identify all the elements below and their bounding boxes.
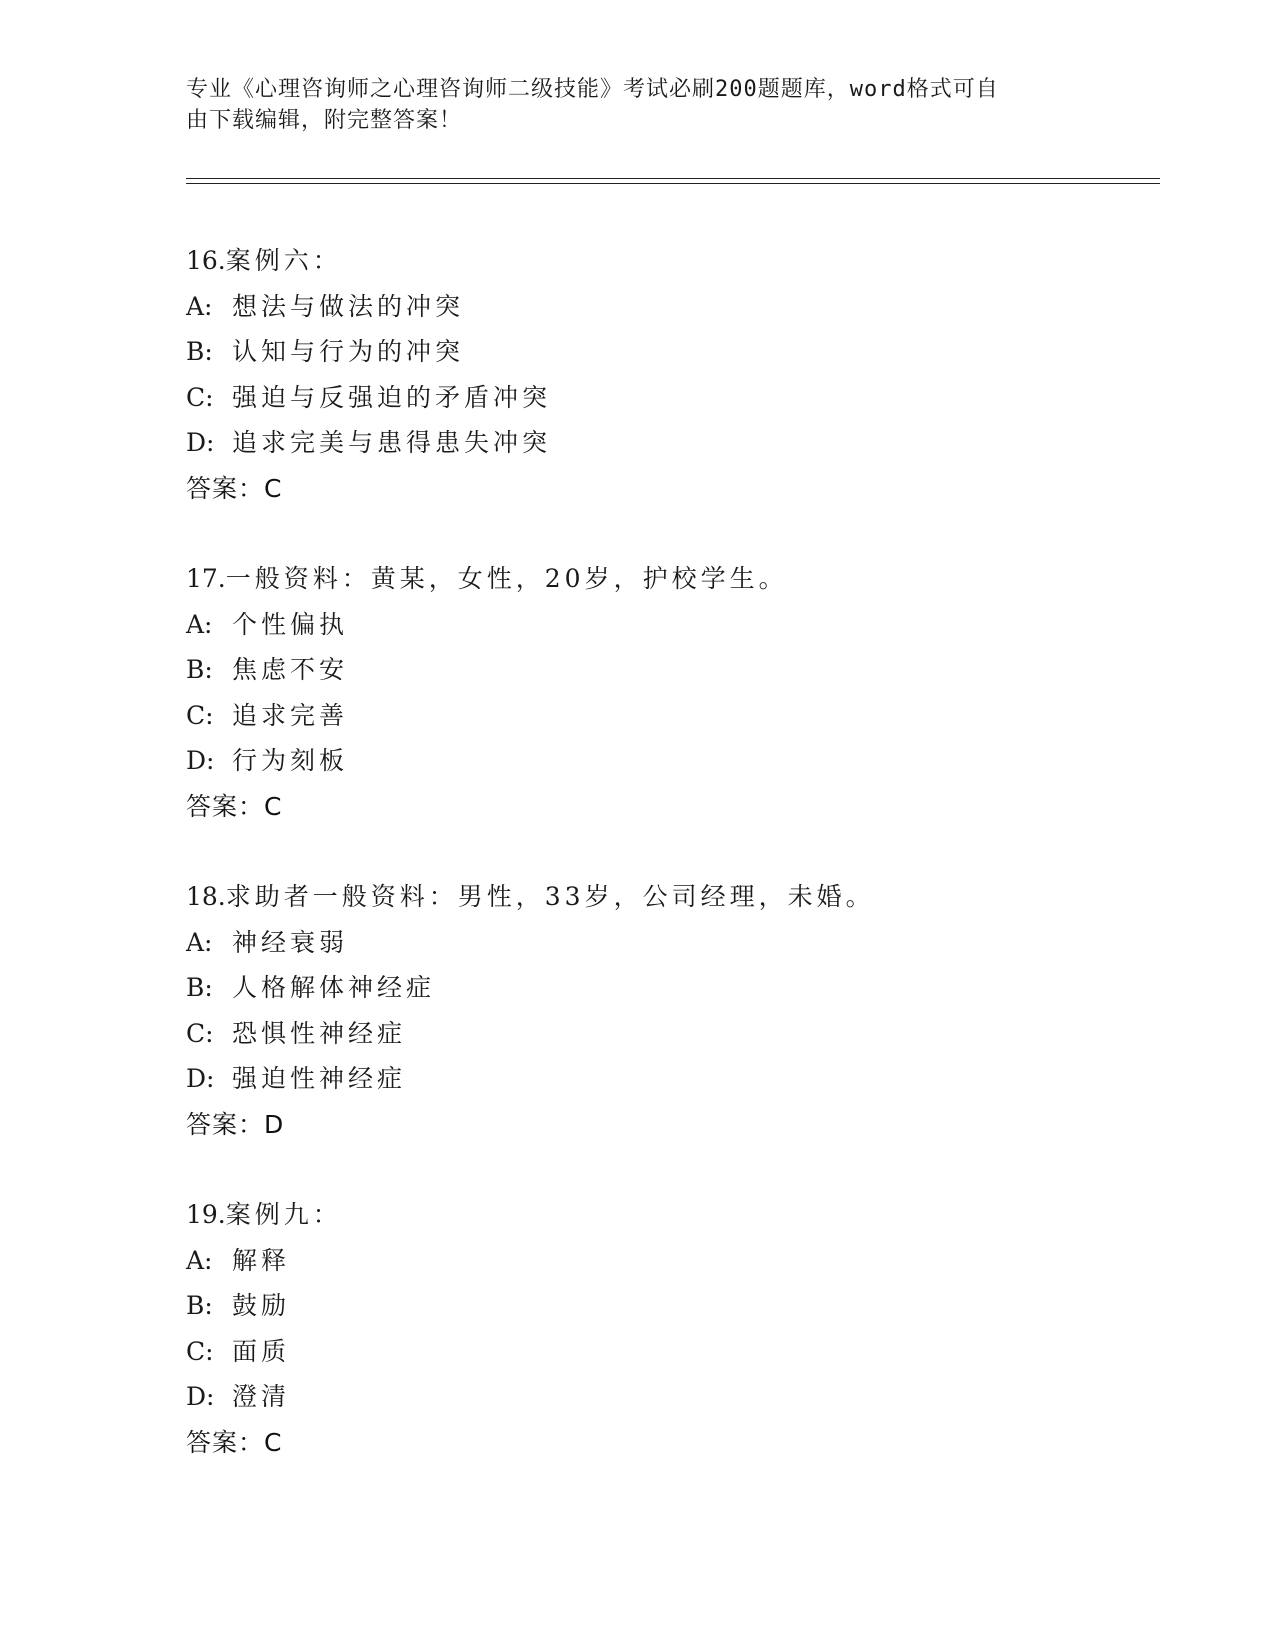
option-d [186,738,1186,784]
option-letter: A: [186,609,213,639]
option-text: 鼓励 [232,1291,291,1320]
option-letter: D: [186,1382,215,1411]
option-letter: B: [186,973,213,1002]
header-line-1: 专业《心理咨询师之心理咨询师二级技能》考试必刷200题题库，word格式可自 [186,77,999,102]
option-letter: B: [186,337,213,366]
option-letter: A: [186,291,213,321]
option-a [186,1238,1186,1284]
option-text: 追求完善 [232,700,349,730]
option-letter: A: [186,1245,213,1275]
question-text: 求助者一般资料：男性，33岁，公司经理，未婚。 [225,882,875,911]
option-d [186,1056,1186,1102]
question-number: 17. [186,564,226,593]
option-c [186,1329,1186,1375]
option-letter: D: [186,746,215,775]
question-stem [186,1192,1186,1238]
question-stem [186,874,1186,920]
option-text: 行为刻板 [232,746,349,775]
option-letter: C: [186,700,214,730]
question-number: 19. [186,1200,226,1229]
question-text: 案例九： [225,1200,342,1229]
option-letter: C: [186,1018,214,1048]
question-17 [186,556,1186,829]
question-text: 案例六： [225,246,342,275]
document-header [186,74,1066,136]
option-c [186,693,1186,739]
option-b [186,965,1186,1011]
option-text: 认知与行为的冲突 [232,337,465,366]
option-text: 神经衰弱 [232,927,349,957]
option-letter: D: [186,1064,215,1093]
question-number: 18. [186,882,226,911]
option-letter: C: [186,382,214,412]
answer-line: 答案：D [186,1109,285,1139]
option-text: 强迫性神经症 [232,1064,407,1093]
option-letter: B: [186,655,213,684]
option-text: 面质 [232,1336,291,1366]
option-b [186,1283,1186,1329]
option-text: 解释 [232,1245,291,1275]
header-divider-top [186,178,1160,179]
answer-line: 答案：C [186,1427,283,1457]
option-c [186,1011,1186,1057]
option-text: 澄清 [232,1382,291,1411]
option-letter: B: [186,1291,213,1320]
option-a [186,602,1186,648]
option-d [186,1374,1186,1420]
option-letter: D: [186,428,215,457]
option-d [186,420,1186,466]
answer-line: 答案：C [186,473,283,503]
question-number: 16. [186,246,226,275]
option-text: 强迫与反强迫的矛盾冲突 [232,382,552,412]
header-divider-bottom [186,183,1160,184]
option-text: 想法与做法的冲突 [232,291,465,321]
option-a [186,284,1186,330]
question-list [186,238,1186,1510]
question-18 [186,874,1186,1147]
option-b [186,329,1186,375]
option-text: 焦虑不安 [232,655,349,684]
option-b [186,647,1186,693]
option-letter: A: [186,927,213,957]
question-stem [186,238,1186,284]
option-text: 追求完美与患得患失冲突 [232,428,552,457]
question-16 [186,238,1186,511]
answer-line: 答案：C [186,791,283,821]
option-text: 恐惧性神经症 [232,1018,407,1048]
option-letter: C: [186,1336,214,1366]
question-19 [186,1192,1186,1465]
option-a [186,920,1186,966]
header-line-2: 由下载编辑，附完整答案！ [186,108,463,133]
option-c [186,375,1186,421]
question-text: 一般资料：黄某，女性，20岁，护校学生。 [225,564,788,593]
option-text: 人格解体神经症 [232,973,436,1002]
option-text: 个性偏执 [232,609,349,639]
question-stem [186,556,1186,602]
